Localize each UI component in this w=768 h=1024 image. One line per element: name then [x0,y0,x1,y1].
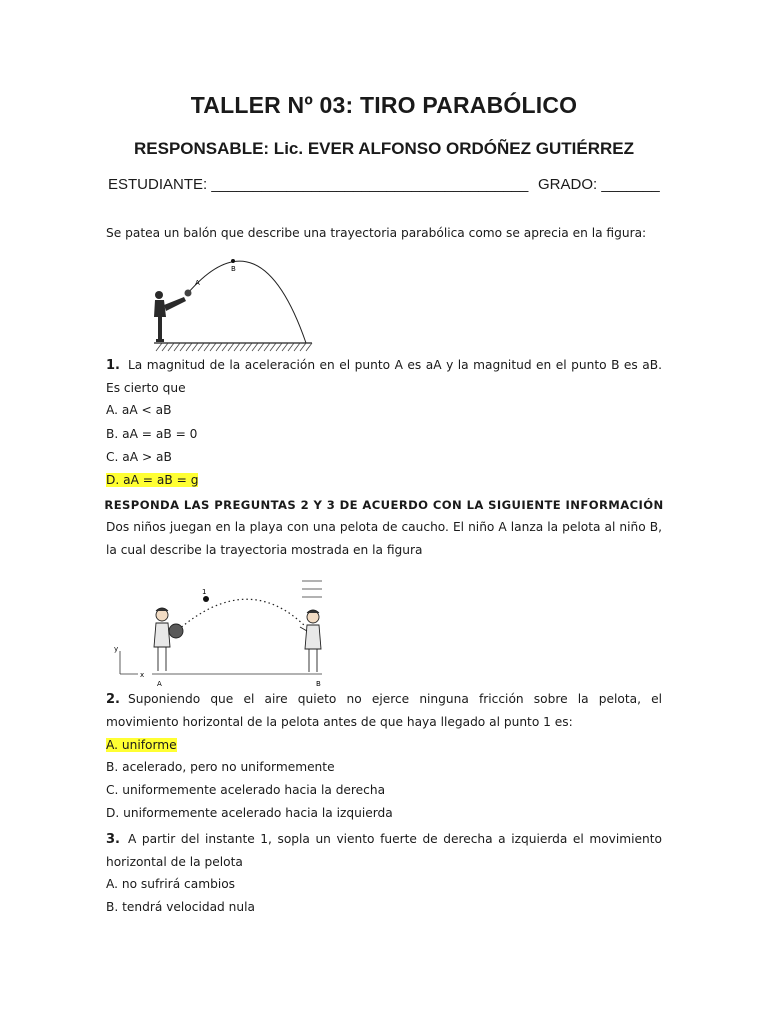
child-b-icon [300,610,321,672]
section-heading: RESPONDA LAS PREGUNTAS 2 Y 3 DE ACUERDO CON LA SIGUIENTE INFORMACIÓN [104,498,664,512]
child-b-label: B [316,680,321,688]
q3-option-b[interactable]: B. tendrá velocidad nula [106,900,255,914]
q2-option-c[interactable]: C. uniformemente acelerado hacia la derecha [106,783,386,797]
question-2 [106,688,662,734]
question-1-number: 1. [106,358,120,373]
question-1-text: La magnitud de la aceleración en el punto A es aA y la magnitud en el punto B es aB. Es cierto que [106,358,662,395]
y-axis-label: y [114,645,119,653]
grado-field[interactable]: GRADO: _______ [538,176,660,193]
point-b-label: B [231,265,236,273]
question-3-text: A partir del instante 1, sopla un viento fuerte de derecha a izquierda el movimiento horizontal de la pelota [106,832,662,869]
q1-option-c[interactable]: C. aA > aB [106,450,172,464]
q3-option-a[interactable]: A. no sufrirá cambios [106,877,236,891]
q1-option-a[interactable]: A. aA < aB [106,403,172,417]
q2-option-b[interactable]: B. acelerado, pero no uniformemente [106,760,335,774]
ball-icon [185,290,192,297]
estudiante-field[interactable]: ESTUDIANTE: ______________________________________ [108,176,529,193]
intro-text: Se patea un balón que describe una trayectoria parabólica como se aprecia en la figura: [106,226,647,240]
point-1-label: 1 [202,588,207,596]
q2-option-d[interactable]: D. uniformemente acelerado hacia la izquierda [106,806,393,820]
question-2-text: Suponiendo que el aire quieto no ejerce ninguna fricción sobre la pelota, el movimiento horizontal de la pelota antes de que haya llegado al punto 1 es: [106,692,662,729]
wind-lines [302,581,322,597]
question-1 [106,354,662,400]
x-axis-label: x [140,671,145,679]
q1-option-b[interactable]: B. aA = aB = 0 [106,427,198,441]
responsable-line: RESPONSABLE: Lic. EVER ALFONSO ORDÓÑEZ GUTIÉRREZ [134,139,634,158]
q2-option-a-highlighted[interactable]: A. uniforme [106,738,177,752]
point-b-marker [231,259,235,263]
question-3-number: 3. [106,832,120,847]
page-title: TALLER Nº 03: TIRO PARABÓLICO [190,92,578,118]
child-a-icon [154,608,183,671]
child-a-label: A [157,680,162,688]
kicking-player-icon [154,291,186,342]
q1-option-d-highlighted[interactable]: D. aA = aB = g [106,473,199,487]
question-3 [106,828,662,874]
figure-two-children [108,575,338,690]
point-a-label: A [195,279,200,287]
info-text: Dos niños juegan en la playa con una pelota de caucho. El niño A lanza la pelota al niño B, la cual describe la trayectoria mostrada en la figura [106,520,662,557]
question-2-number: 2. [106,692,120,707]
figure-kick-parabola [140,255,320,365]
point-1-marker [203,596,209,602]
